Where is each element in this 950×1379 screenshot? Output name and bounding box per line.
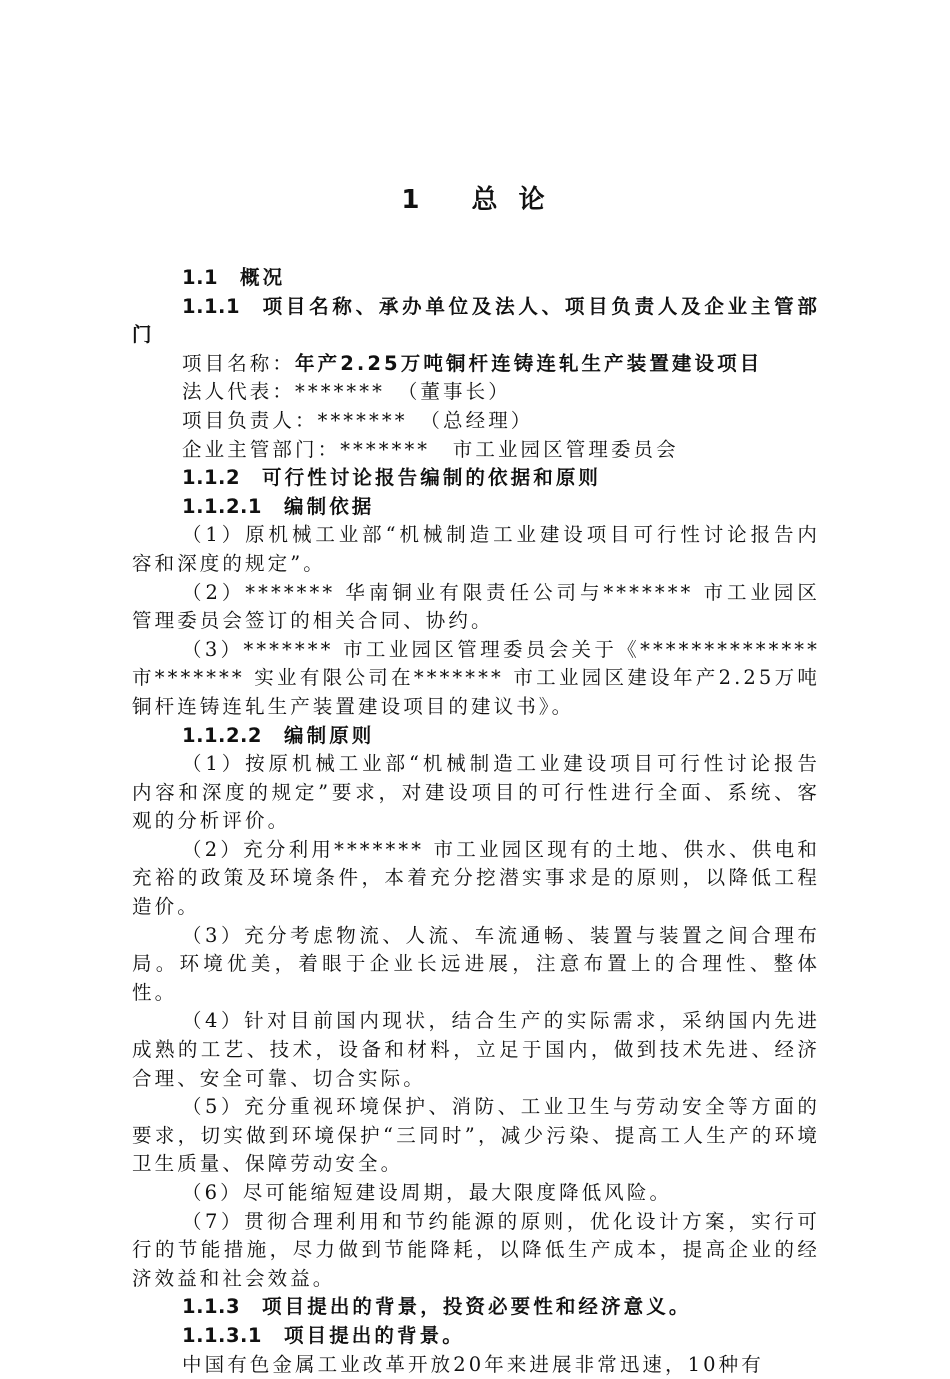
- project-leader-line: 项目负责人：******* （总经理）: [182, 408, 534, 432]
- heading-1-1: 1.1 概况: [182, 266, 286, 289]
- basis-item: （1）原机械工业部“机械制造工业建设项目可行性讨论报告内容和深度的规定”。: [132, 523, 820, 575]
- heading-1-1-2-1: 1.1.2.1 编制依据: [182, 494, 375, 518]
- chapter-name: 总 论: [471, 185, 551, 215]
- principle-item: （4）针对目前国内现状，结合生产的实际需求，采纳国内先进成熟的工艺、技术，设备和材料，立足于国内，做到技术先进、经济合理、安全可靠、切合实际。: [132, 1009, 820, 1090]
- document-page: [132, 180, 820, 1379]
- principle-item: （5）充分重视环境保护、消防、工业卫生与劳动安全等方面的要求，切实做到环境保护“三同时”，减少污染、提高工人生产的环境卫生质量、保障劳动安全。: [132, 1095, 820, 1176]
- project-name-value: 年产2.25万吨铜杆连铸连轧生产装置建设项目: [295, 351, 763, 375]
- principle-item: （1）按原机械工业部“机械制造工业建设项目可行性讨论报告内容和深度的规定”要求，对建设项目的可行性进行全面、系统、客观的分析评价。: [132, 752, 820, 833]
- heading-1-1-1: 1.1.1 项目名称、承办单位及法人、项目负责人及企业主管部门: [132, 294, 820, 347]
- legal-rep-line: 法人代表：******* （董事长）: [182, 380, 511, 404]
- supervising-dept-line: 企业主管部门：******* 市工业园区管理委员会: [182, 437, 679, 461]
- chapter-title: [132, 180, 820, 220]
- basis-item: （3）******* 市工业园区管理委员会关于《************** 市******* 实业有限公司在******* 市工业园区建设年产2.25万吨铜杆连铸连轧生产装置建设项目的建议书》。: [132, 637, 820, 718]
- heading-1-1-2: 1.1.2 可行性讨论报告编制的依据和原则: [182, 466, 602, 490]
- heading-1-1-3: 1.1.3 项目提出的背景，投资必要性和经济意义。: [182, 1295, 692, 1319]
- heading-1-1-2-2: 1.1.2.2 编制原则: [182, 723, 375, 747]
- basis-item: （2）******* 华南铜业有限责任公司与******* 市工业园区管理委员会签订的相关合同、协约。: [132, 580, 820, 633]
- principle-item: （2）充分利用******* 市工业园区现有的土地、供水、供电和充裕的政策及环境条件，本着充分挖潜实事求是的原则，以降低工程造价。: [132, 837, 820, 919]
- principle-item: （6）尽可能缩短建设周期，最大限度降低风险。: [182, 1181, 673, 1204]
- heading-1-1-3-1: 1.1.3.1 项目提出的背景。: [182, 1323, 465, 1347]
- project-name-line: 项目名称：年产2.25万吨铜杆连铸连轧生产装置建设项目: [182, 351, 763, 375]
- background-paragraph: 中国有色金属工业改革开放20年来进展非常迅速，10种有: [182, 1352, 764, 1376]
- principle-item: （3）充分考虑物流、人流、车流通畅、装置与装置之间合理布局。环境优美，着眼于企业长远进展，注意布置上的合理性、整体性。: [132, 923, 820, 1004]
- chapter-number: 1: [401, 185, 426, 215]
- principle-item: （7）贯彻合理利用和节约能源的原则，优化设计方案，实行可行的节能措施，尽力做到节能降耗，以降低生产成本，提高企业的经济效益和社会效益。: [132, 1209, 820, 1290]
